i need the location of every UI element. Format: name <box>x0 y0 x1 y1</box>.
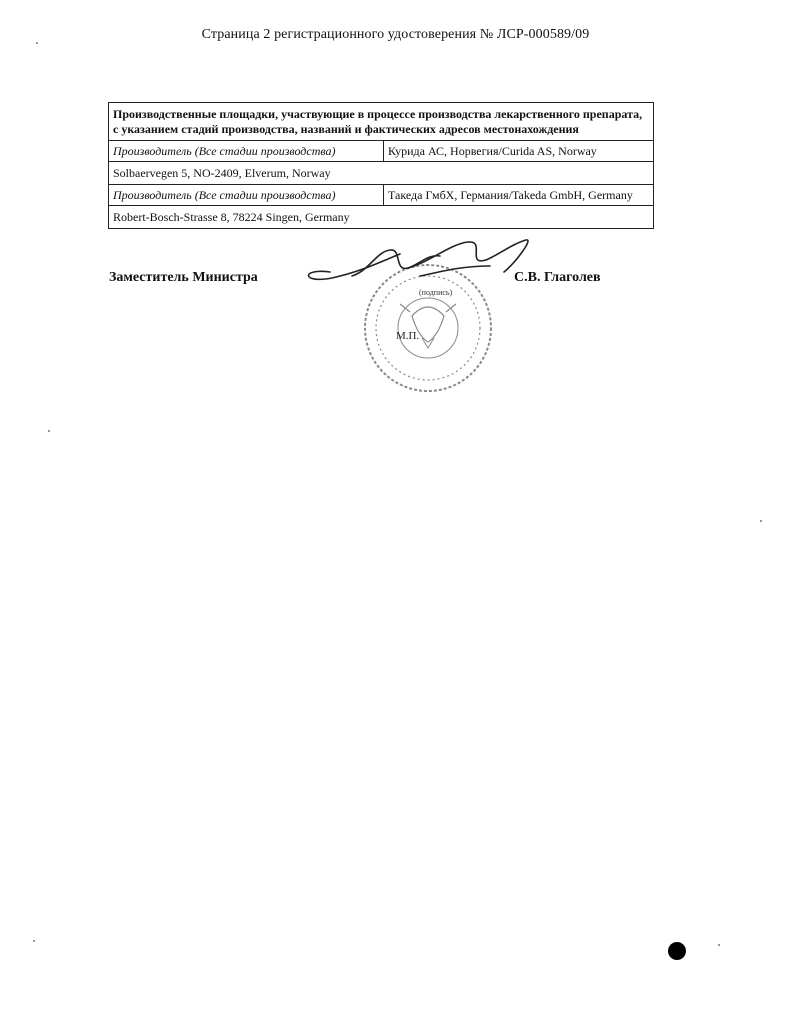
signature-block <box>0 0 791 420</box>
manufacturer-role: Производитель (Все стадии производства) <box>109 185 384 206</box>
manufacturer-role: Производитель (Все стадии производства) <box>109 141 384 162</box>
page-header: Страница 2 регистрационного удостоверения № ЛСР-000589/09 <box>201 27 590 42</box>
signer-name: С.В. Глаголев <box>514 270 601 285</box>
table-heading: Производственные площадки, участвующие в процессе производства лекарственного препарата, с указанием стадий производства, названий и фактических адресов местонахождения <box>109 103 654 141</box>
manufacturer-name: Курида АС, Норвегия/Curida AS, Norway <box>384 141 654 162</box>
manufacturer-address: Solbaervegen 5, NO-2409, Elverum, Norway <box>109 162 654 185</box>
scan-speck <box>718 944 720 946</box>
signature-caption: (подпись) <box>419 288 453 297</box>
scan-mark-dot <box>668 942 686 960</box>
scan-speck <box>48 430 50 432</box>
signer-position: Заместитель Министра <box>109 270 258 285</box>
scan-speck <box>33 940 35 942</box>
scan-speck <box>36 42 38 44</box>
manufacturer-address: Robert-Bosch-Strasse 8, 78224 Singen, Germany <box>109 206 654 229</box>
manufacturer-name: Такеда ГмбХ, Германия/Takeda GmbH, Germany <box>384 185 654 206</box>
stamp-caption: М.П. <box>396 330 420 342</box>
scan-speck <box>760 520 762 522</box>
